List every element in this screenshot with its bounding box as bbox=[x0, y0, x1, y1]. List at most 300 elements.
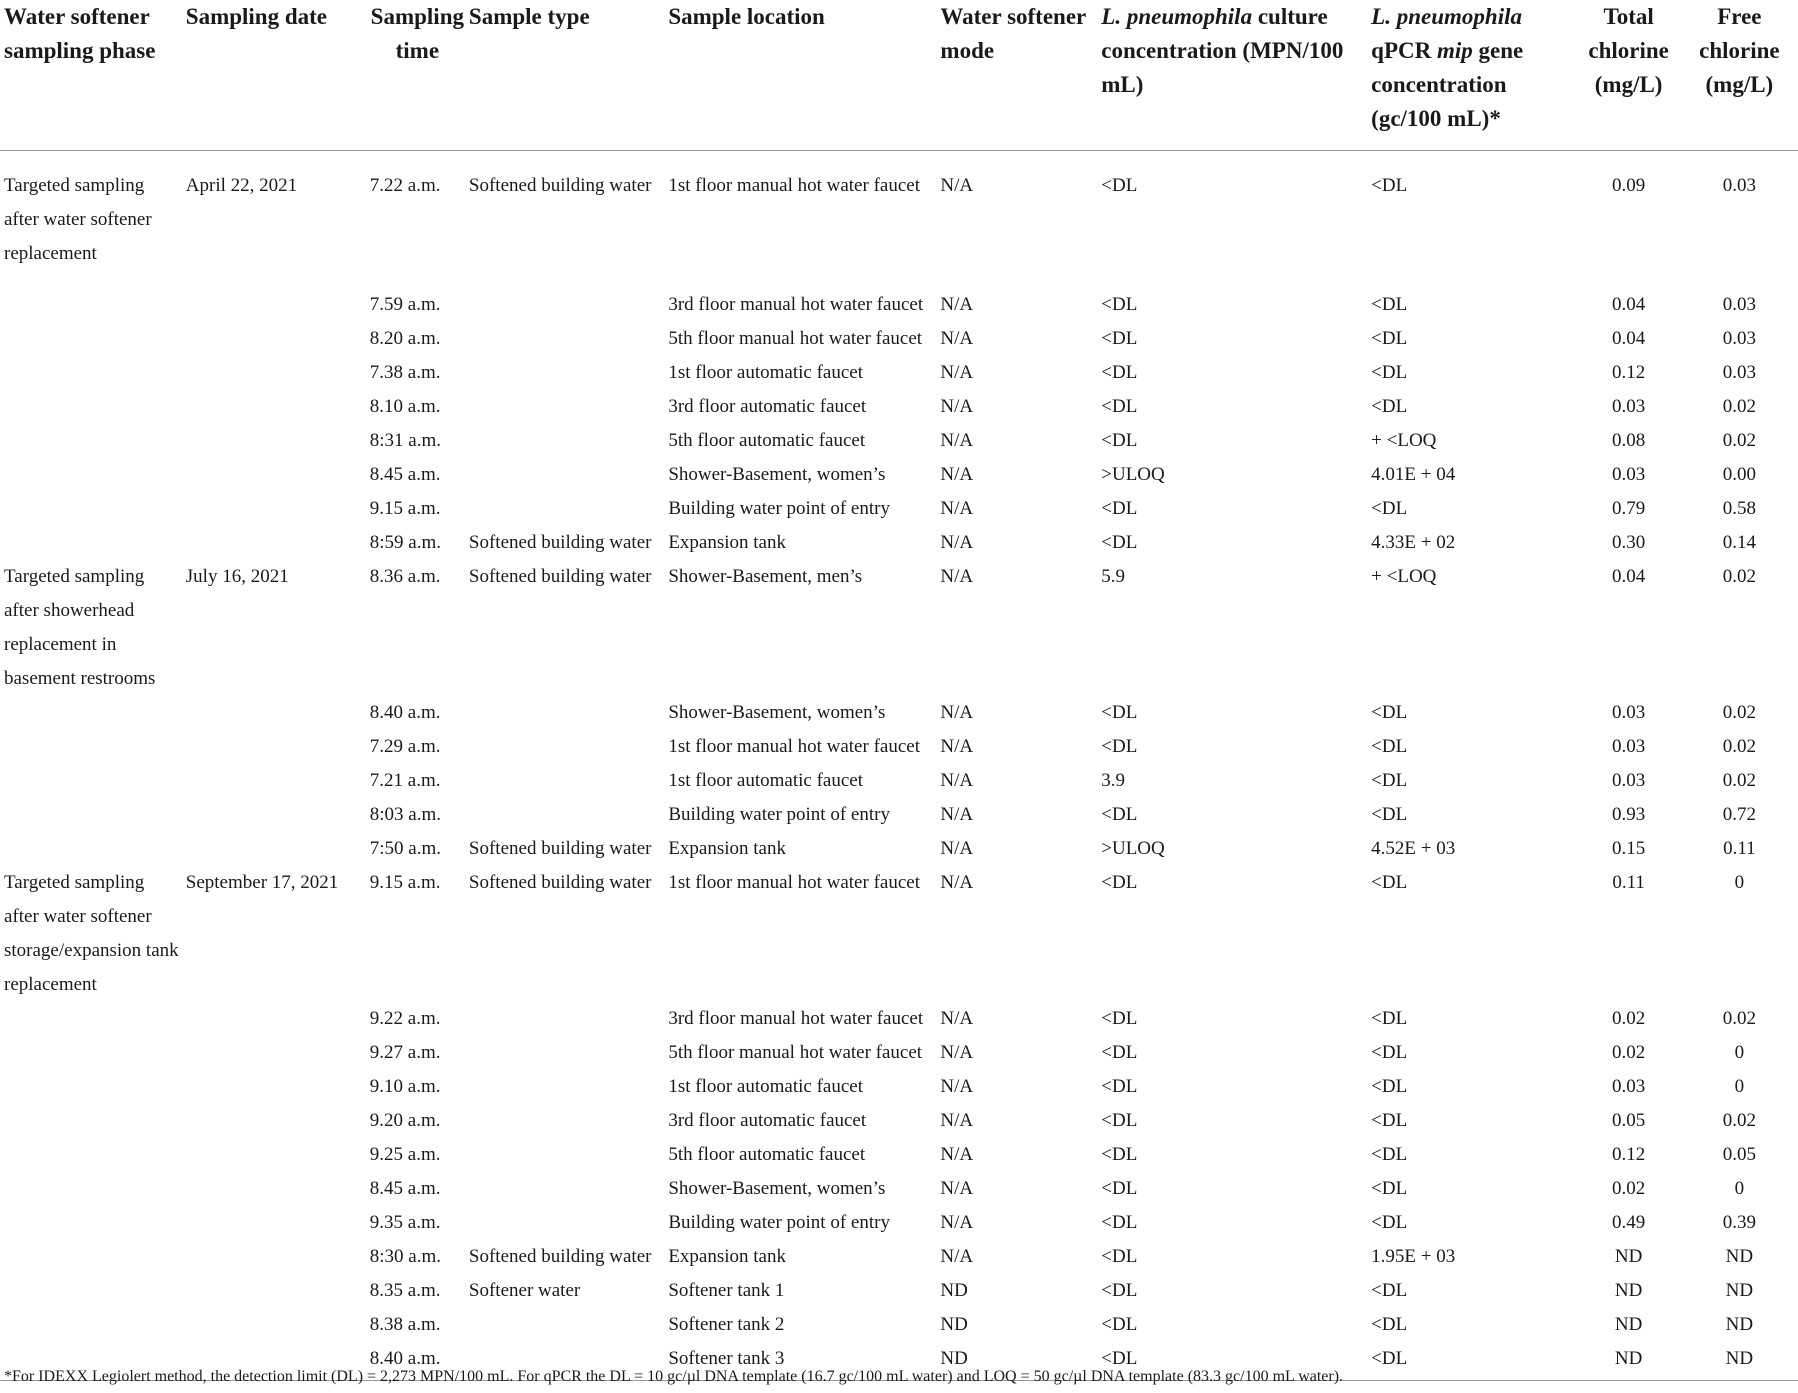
sampling-time: 8:31 a.m. bbox=[369, 430, 442, 451]
sampling-phase: Targeted sampling after showerhead replacement in basement restrooms bbox=[4, 566, 156, 689]
free-chlorine: 0.58 bbox=[1722, 498, 1756, 519]
table-row bbox=[0, 526, 1798, 560]
free-chlorine: 0 bbox=[1734, 1178, 1745, 1199]
softener-mode: N/A bbox=[940, 1178, 974, 1199]
softener-mode: N/A bbox=[940, 1008, 974, 1029]
sampling-date-empty bbox=[182, 356, 366, 390]
qpcr-concentration: <DL bbox=[1371, 736, 1408, 757]
sampling-time: 9.35 a.m. bbox=[369, 1212, 441, 1233]
sampling-time: 9.20 a.m. bbox=[369, 1110, 441, 1131]
sample-location: Shower-Basement, women’s bbox=[668, 464, 886, 485]
sample-location: 1st floor manual hot water faucet bbox=[668, 736, 920, 757]
free-chlorine: 0.03 bbox=[1722, 362, 1756, 383]
header-qpcr bbox=[1367, 0, 1576, 151]
culture-concentration: <DL bbox=[1101, 396, 1138, 417]
softener-mode: N/A bbox=[940, 566, 974, 587]
qpcr-concentration: <DL bbox=[1371, 1076, 1408, 1097]
culture-concentration: <DL bbox=[1101, 362, 1138, 383]
qpcr-concentration: <DL bbox=[1371, 328, 1408, 349]
header-time bbox=[366, 0, 465, 151]
sample-type bbox=[465, 1036, 664, 1070]
sample-location: 5th floor automatic faucet bbox=[668, 1144, 866, 1165]
qpcr-concentration: 4.01E + 04 bbox=[1371, 464, 1456, 485]
table-row bbox=[0, 1036, 1798, 1070]
header-qpcr-gene: mip bbox=[1436, 38, 1473, 63]
softener-mode: N/A bbox=[940, 736, 974, 757]
sampling-date-empty bbox=[182, 1172, 366, 1206]
sample-type: Softened building water bbox=[468, 566, 652, 587]
qpcr-concentration: <DL bbox=[1371, 1280, 1408, 1301]
sampling-time: 7.38 a.m. bbox=[369, 362, 441, 383]
free-chlorine: 0.03 bbox=[1722, 294, 1756, 315]
softener-mode: N/A bbox=[940, 1212, 974, 1233]
free-chlorine: 0.02 bbox=[1722, 770, 1756, 791]
free-chlorine: 0.02 bbox=[1722, 736, 1756, 757]
total-chlorine: ND bbox=[1614, 1280, 1643, 1301]
culture-concentration: <DL bbox=[1101, 175, 1138, 196]
softener-mode: N/A bbox=[940, 396, 974, 417]
total-chlorine: 0.02 bbox=[1611, 1008, 1646, 1029]
table-row bbox=[0, 696, 1798, 730]
culture-concentration: <DL bbox=[1101, 328, 1138, 349]
sampling-time: 9.25 a.m. bbox=[369, 1144, 441, 1165]
culture-concentration: <DL bbox=[1101, 1212, 1138, 1233]
sample-type: Softener water bbox=[468, 1280, 581, 1301]
free-chlorine: 0 bbox=[1734, 1076, 1745, 1097]
total-chlorine: 0.05 bbox=[1611, 1110, 1646, 1131]
culture-concentration: >ULOQ bbox=[1101, 464, 1165, 485]
sampling-time: 9.15 a.m. bbox=[369, 498, 441, 519]
sample-location: 1st floor manual hot water faucet bbox=[668, 872, 920, 893]
sample-location: 1st floor automatic faucet bbox=[668, 362, 863, 383]
sample-type: Softened building water bbox=[468, 532, 652, 553]
free-chlorine: 0.02 bbox=[1722, 396, 1756, 417]
free-chlorine: 0.02 bbox=[1722, 566, 1756, 587]
culture-concentration: <DL bbox=[1101, 702, 1138, 723]
sample-type bbox=[465, 458, 664, 492]
sample-type bbox=[465, 1002, 664, 1036]
sampling-time: 8.35 a.m. bbox=[369, 1280, 441, 1301]
sample-type bbox=[465, 424, 664, 458]
qpcr-concentration: <DL bbox=[1371, 175, 1408, 196]
sample-type bbox=[465, 1104, 664, 1138]
table-row bbox=[0, 730, 1798, 764]
header-total-chlorine bbox=[1576, 0, 1676, 151]
total-chlorine: 0.03 bbox=[1611, 702, 1646, 723]
sample-location: Building water point of entry bbox=[668, 1212, 890, 1233]
free-chlorine: 0.05 bbox=[1722, 1144, 1756, 1165]
header-location-text: Sample location bbox=[668, 4, 825, 29]
culture-concentration: <DL bbox=[1101, 1008, 1138, 1029]
sampling-time: 7.22 a.m. bbox=[369, 175, 441, 196]
sampling-time: 9.27 a.m. bbox=[369, 1042, 441, 1063]
sample-type bbox=[465, 1138, 664, 1172]
free-chlorine: 0.03 bbox=[1722, 175, 1756, 196]
softener-mode: ND bbox=[940, 1280, 968, 1301]
qpcr-concentration: <DL bbox=[1371, 872, 1408, 893]
sample-location: 1st floor automatic faucet bbox=[668, 770, 863, 791]
culture-concentration: <DL bbox=[1101, 1144, 1138, 1165]
free-chlorine: 0.14 bbox=[1722, 532, 1756, 553]
table-row bbox=[0, 1172, 1798, 1206]
table-row bbox=[0, 1138, 1798, 1172]
total-chlorine: 0.08 bbox=[1611, 430, 1646, 451]
softener-mode: N/A bbox=[940, 702, 974, 723]
free-chlorine: 0.72 bbox=[1722, 804, 1756, 825]
sampling-phase-empty bbox=[0, 1036, 182, 1070]
culture-concentration: <DL bbox=[1101, 1246, 1138, 1267]
sampling-phase-empty bbox=[0, 390, 182, 424]
softener-mode: ND bbox=[936, 1342, 1097, 1381]
softener-mode: N/A bbox=[940, 1144, 974, 1165]
sample-location: Building water point of entry bbox=[668, 498, 890, 519]
sampling-phase-empty bbox=[0, 458, 182, 492]
softener-mode: N/A bbox=[940, 872, 974, 893]
table-row bbox=[0, 492, 1798, 526]
sample-location: 5th floor manual hot water faucet bbox=[668, 328, 923, 349]
sampling-time: 8.40 a.m. bbox=[369, 702, 441, 723]
total-chlorine: 0.49 bbox=[1611, 1212, 1646, 1233]
total-chlorine: 0.11 bbox=[1612, 872, 1645, 893]
sampling-date-empty bbox=[182, 458, 366, 492]
qpcr-concentration: <DL bbox=[1371, 498, 1408, 519]
table-row bbox=[0, 1274, 1798, 1308]
qpcr-concentration: <DL bbox=[1371, 1212, 1408, 1233]
sampling-date-empty bbox=[182, 288, 366, 322]
qpcr-concentration: 4.52E + 03 bbox=[1371, 838, 1456, 859]
table-row bbox=[0, 798, 1798, 832]
culture-concentration: <DL bbox=[1101, 872, 1138, 893]
table-header bbox=[0, 0, 1798, 151]
sampling-date-empty bbox=[182, 832, 366, 866]
sampling-time: 7:50 a.m. bbox=[369, 838, 442, 859]
table-row bbox=[0, 1308, 1798, 1342]
culture-concentration: <DL bbox=[1101, 498, 1138, 519]
sampling-phase-empty bbox=[0, 764, 182, 798]
total-chlorine: 0.04 bbox=[1611, 294, 1646, 315]
table-row bbox=[0, 1240, 1798, 1274]
sample-location: Softener tank 1 bbox=[668, 1280, 785, 1301]
sampling-date-empty bbox=[182, 1240, 366, 1274]
total-chlorine: 0.12 bbox=[1611, 1144, 1646, 1165]
qpcr-concentration: <DL bbox=[1371, 770, 1408, 791]
header-date-text: Sampling date bbox=[185, 4, 328, 29]
softener-mode: N/A bbox=[940, 498, 974, 519]
sampling-date-empty bbox=[182, 1206, 366, 1240]
table-row bbox=[0, 151, 1798, 289]
sampling-date-empty bbox=[182, 1070, 366, 1104]
qpcr-concentration: <DL bbox=[1371, 1110, 1408, 1131]
header-location bbox=[664, 0, 936, 151]
sampling-phase-empty bbox=[0, 1308, 182, 1342]
table-row bbox=[0, 356, 1798, 390]
header-total-text: Total chlorine (mg/L) bbox=[1588, 4, 1669, 97]
sample-type: Softened building water bbox=[468, 1246, 652, 1267]
table-row bbox=[0, 764, 1798, 798]
sampling-time: 8.45 a.m. bbox=[369, 1178, 441, 1199]
free-chlorine: ND bbox=[1677, 1342, 1798, 1381]
sampling-date-empty bbox=[182, 798, 366, 832]
sampling-phase-empty bbox=[0, 1172, 182, 1206]
sample-type: Softened building water bbox=[468, 175, 652, 196]
sample-location: 3rd floor automatic faucet bbox=[668, 396, 867, 417]
sampling-date-empty bbox=[182, 322, 366, 356]
softener-mode: N/A bbox=[940, 1042, 974, 1063]
sample-location: 5th floor manual hot water faucet bbox=[668, 1042, 923, 1063]
softener-mode: N/A bbox=[940, 294, 974, 315]
sampling-phase: Targeted sampling after water softener replacement bbox=[4, 175, 152, 264]
total-chlorine: 0.02 bbox=[1611, 1178, 1646, 1199]
table-row bbox=[0, 1070, 1798, 1104]
sample-location: 3rd floor manual hot water faucet bbox=[668, 294, 924, 315]
total-chlorine: 0.30 bbox=[1611, 532, 1646, 553]
sample-type bbox=[465, 730, 664, 764]
sampling-date-empty bbox=[182, 390, 366, 424]
header-date bbox=[182, 0, 366, 151]
culture-concentration: 5.9 bbox=[1101, 566, 1126, 587]
sampling-phase: Targeted sampling after water softener storage/expansion tank replacement bbox=[4, 872, 179, 995]
header-culture bbox=[1097, 0, 1367, 151]
qpcr-concentration: <DL bbox=[1371, 1042, 1408, 1063]
total-chlorine: 0.12 bbox=[1611, 362, 1646, 383]
culture-concentration: <DL bbox=[1101, 294, 1138, 315]
sample-type bbox=[465, 764, 664, 798]
sampling-phase-empty bbox=[0, 1138, 182, 1172]
softener-mode: N/A bbox=[940, 804, 974, 825]
header-row bbox=[0, 0, 1798, 151]
sample-location: Softener tank 3 bbox=[664, 1342, 936, 1381]
qpcr-concentration: <DL bbox=[1371, 1314, 1408, 1335]
culture-concentration: <DL bbox=[1101, 1042, 1138, 1063]
sample-location: Expansion tank bbox=[668, 532, 786, 553]
header-culture-species: L. pneumophila bbox=[1101, 4, 1253, 29]
sampling-time: 8.20 a.m. bbox=[369, 328, 441, 349]
sampling-time: 8:03 a.m. bbox=[369, 804, 442, 825]
sample-location: Softener tank 2 bbox=[668, 1314, 785, 1335]
table-row bbox=[0, 560, 1798, 696]
sampling-date-empty bbox=[182, 492, 366, 526]
sample-type bbox=[465, 798, 664, 832]
free-chlorine: ND bbox=[1725, 1280, 1754, 1301]
sampling-date-empty bbox=[182, 424, 366, 458]
free-chlorine: 0.03 bbox=[1722, 328, 1756, 349]
free-chlorine: 0.11 bbox=[1723, 838, 1756, 859]
sample-type bbox=[465, 492, 664, 526]
header-qpcr-text2: gene concentration (gc/100 mL)* bbox=[1371, 38, 1524, 131]
header-phase-text: Water softener sampling phase bbox=[4, 4, 156, 63]
table-row bbox=[0, 832, 1798, 866]
header-type bbox=[465, 0, 664, 151]
free-chlorine: 0.02 bbox=[1722, 1008, 1756, 1029]
sample-location: 3rd floor automatic faucet bbox=[668, 1110, 867, 1131]
total-chlorine: 0.03 bbox=[1611, 396, 1646, 417]
qpcr-concentration: 1.95E + 03 bbox=[1371, 1246, 1456, 1267]
sample-type bbox=[465, 1206, 664, 1240]
qpcr-concentration: <DL bbox=[1371, 1178, 1408, 1199]
sample-type bbox=[465, 1172, 664, 1206]
sample-type bbox=[465, 322, 664, 356]
free-chlorine: 0.00 bbox=[1722, 464, 1756, 485]
qpcr-concentration: <DL bbox=[1371, 362, 1408, 383]
culture-concentration: 3.9 bbox=[1101, 770, 1126, 791]
qpcr-concentration: <DL bbox=[1371, 1008, 1408, 1029]
table-row bbox=[0, 288, 1798, 322]
softener-mode: N/A bbox=[940, 1076, 974, 1097]
total-chlorine: 0.04 bbox=[1611, 566, 1646, 587]
sampling-date-empty bbox=[182, 1308, 366, 1342]
table-footnote: *For IDEXX Legiolert method, the detection limit (DL) = 2,273 MPN/100 mL. For qPCR the DL = 10 gc/µl DNA template (16.7 gc/100 mL water) and LOQ = 50 gc/µl DNA template (83.3 gc/100 mL water). bbox=[4, 1368, 1344, 1385]
culture-concentration: <DL bbox=[1101, 1280, 1138, 1301]
sampling-date-empty bbox=[182, 1138, 366, 1172]
qpcr-concentration: <DL bbox=[1371, 702, 1408, 723]
free-chlorine: 0.02 bbox=[1722, 1110, 1756, 1131]
softener-mode: N/A bbox=[940, 430, 974, 451]
sample-type bbox=[465, 288, 664, 322]
table-row bbox=[0, 390, 1798, 424]
sample-type bbox=[465, 1070, 664, 1104]
sampling-time: 7.21 a.m. bbox=[369, 770, 441, 791]
softener-mode: N/A bbox=[940, 1246, 974, 1267]
sampling-phase-empty bbox=[0, 798, 182, 832]
culture-concentration: <DL bbox=[1101, 1110, 1138, 1131]
sample-location: Shower-Basement, men’s bbox=[668, 566, 863, 587]
total-chlorine: ND bbox=[1614, 1246, 1643, 1267]
culture-concentration: <DL bbox=[1097, 1342, 1367, 1381]
softener-mode: N/A bbox=[940, 838, 974, 859]
sampling-date: April 22, 2021 bbox=[185, 175, 298, 196]
table-row bbox=[0, 1002, 1798, 1036]
qpcr-concentration: + <LOQ bbox=[1371, 566, 1437, 587]
sample-location: 5th floor automatic faucet bbox=[668, 430, 866, 451]
header-free-text: Free chlorine (mg/L) bbox=[1699, 4, 1780, 97]
header-free-chlorine bbox=[1677, 0, 1798, 151]
culture-concentration: <DL bbox=[1101, 1178, 1138, 1199]
header-time-text: Sampling time bbox=[370, 4, 464, 63]
total-chlorine: ND bbox=[1576, 1342, 1676, 1381]
sampling-phase-empty bbox=[0, 1240, 182, 1274]
sampling-date-empty bbox=[182, 1036, 366, 1070]
sampling-time: 8:59 a.m. bbox=[369, 532, 442, 553]
sampling-phase-empty bbox=[0, 1070, 182, 1104]
sample-location: 1st floor automatic faucet bbox=[668, 1076, 863, 1097]
sampling-date-empty bbox=[182, 1104, 366, 1138]
sampling-time: 8.40 a.m. bbox=[366, 1342, 465, 1381]
culture-concentration: <DL bbox=[1101, 1076, 1138, 1097]
softener-mode: N/A bbox=[940, 362, 974, 383]
sample-type bbox=[465, 356, 664, 390]
sampling-phase-empty bbox=[0, 1002, 182, 1036]
culture-concentration: <DL bbox=[1101, 736, 1138, 757]
qpcr-concentration: + <LOQ bbox=[1371, 430, 1437, 451]
total-chlorine: 0.04 bbox=[1611, 328, 1646, 349]
culture-concentration: <DL bbox=[1101, 804, 1138, 825]
sample-location: Expansion tank bbox=[668, 1246, 786, 1267]
sampling-time: 9.15 a.m. bbox=[369, 872, 441, 893]
sampling-time: 9.22 a.m. bbox=[369, 1008, 441, 1029]
sampling-date-empty bbox=[182, 696, 366, 730]
sample-location: Shower-Basement, women’s bbox=[668, 702, 886, 723]
table-row bbox=[0, 1104, 1798, 1138]
sample-location: Shower-Basement, women’s bbox=[668, 1178, 886, 1199]
header-qpcr-text: qPCR bbox=[1371, 38, 1432, 63]
sampling-phase-empty bbox=[0, 1274, 182, 1308]
sample-location: 1st floor manual hot water faucet bbox=[668, 175, 920, 196]
qpcr-concentration: <DL bbox=[1367, 1342, 1576, 1381]
culture-concentration: >ULOQ bbox=[1101, 838, 1165, 859]
free-chlorine: 0.39 bbox=[1722, 1212, 1756, 1233]
sampling-phase-empty bbox=[0, 730, 182, 764]
header-culture-text: culture concentration (MPN/100 mL) bbox=[1101, 4, 1344, 97]
sample-type bbox=[465, 696, 664, 730]
sample-type: Softened building water bbox=[468, 838, 652, 859]
softener-mode: N/A bbox=[940, 328, 974, 349]
sampling-date-empty bbox=[182, 1274, 366, 1308]
sampling-phase-empty bbox=[0, 356, 182, 390]
sampling-phase-empty bbox=[0, 1104, 182, 1138]
sampling-time: 9.10 a.m. bbox=[369, 1076, 441, 1097]
qpcr-concentration: <DL bbox=[1371, 1144, 1408, 1165]
free-chlorine: 0 bbox=[1734, 872, 1745, 893]
sampling-time: 8.36 a.m. bbox=[369, 566, 441, 587]
table-row bbox=[0, 866, 1798, 1002]
header-mode-text: Water softener mode bbox=[940, 4, 1086, 63]
sampling-date-empty bbox=[182, 764, 366, 798]
free-chlorine: ND bbox=[1725, 1246, 1754, 1267]
softener-mode: N/A bbox=[940, 1110, 974, 1131]
sample-location: Expansion tank bbox=[668, 838, 786, 859]
sample-type: Softened building water bbox=[468, 872, 652, 893]
softener-mode: N/A bbox=[940, 532, 974, 553]
total-chlorine: 0.09 bbox=[1611, 175, 1646, 196]
free-chlorine: 0.02 bbox=[1722, 702, 1756, 723]
sampling-time: 8.10 a.m. bbox=[369, 396, 441, 417]
sampling-time: 8:30 a.m. bbox=[369, 1246, 442, 1267]
table-row bbox=[0, 458, 1798, 492]
sampling-phase-empty bbox=[0, 424, 182, 458]
sampling-time: 7.59 a.m. bbox=[369, 294, 441, 315]
sample-type bbox=[465, 390, 664, 424]
free-chlorine: ND bbox=[1725, 1314, 1754, 1335]
culture-concentration: <DL bbox=[1101, 532, 1138, 553]
sample-type bbox=[465, 1308, 664, 1342]
sampling-date-empty bbox=[182, 1002, 366, 1036]
free-chlorine: 0.02 bbox=[1722, 430, 1756, 451]
culture-concentration: <DL bbox=[1101, 430, 1138, 451]
table-body bbox=[0, 151, 1798, 1381]
sampling-date: September 17, 2021 bbox=[185, 872, 339, 893]
header-qpcr-species: L. pneumophila bbox=[1371, 4, 1522, 29]
qpcr-concentration: <DL bbox=[1371, 396, 1408, 417]
sampling-date-empty bbox=[182, 526, 366, 560]
table-row bbox=[0, 1206, 1798, 1240]
sampling-phase-empty bbox=[0, 288, 182, 322]
total-chlorine: ND bbox=[1614, 1314, 1643, 1335]
qpcr-concentration: <DL bbox=[1371, 804, 1408, 825]
table-row bbox=[0, 322, 1798, 356]
sampling-phase-empty bbox=[0, 492, 182, 526]
sample-location: Building water point of entry bbox=[668, 804, 890, 825]
free-chlorine: 0 bbox=[1734, 1042, 1745, 1063]
sampling-time: 7.29 a.m. bbox=[369, 736, 441, 757]
total-chlorine: 0.15 bbox=[1611, 838, 1646, 859]
total-chlorine: 0.03 bbox=[1611, 770, 1646, 791]
sampling-phase-empty bbox=[0, 1206, 182, 1240]
total-chlorine: 0.79 bbox=[1611, 498, 1646, 519]
sampling-date-empty bbox=[182, 730, 366, 764]
sampling-time: 8.45 a.m. bbox=[369, 464, 441, 485]
softener-mode: N/A bbox=[940, 770, 974, 791]
total-chlorine: 0.93 bbox=[1611, 804, 1646, 825]
